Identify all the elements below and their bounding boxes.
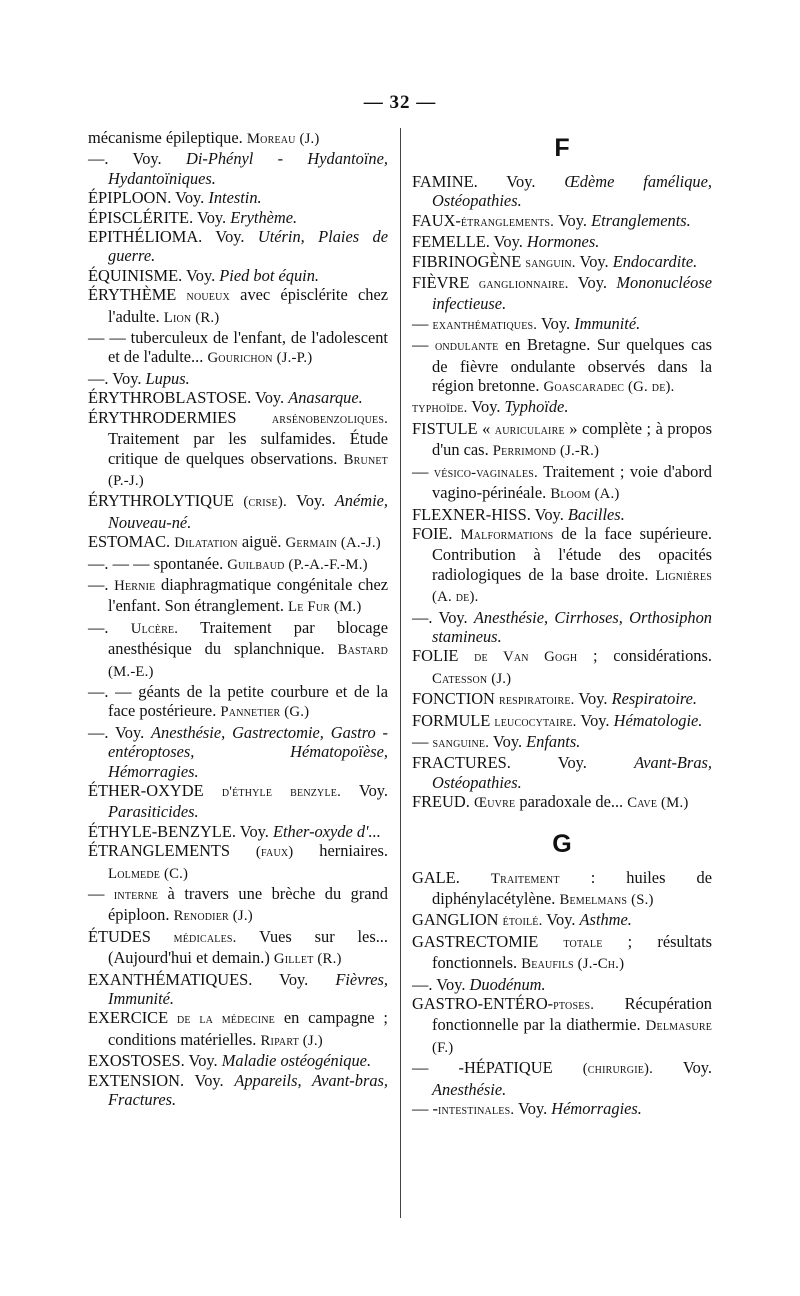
entry-text: — — tuberculeux de l'enfant, de l'adolescent et de l'adulte... xyxy=(88,328,388,367)
cross-reference: Typhoïde. xyxy=(504,397,569,417)
index-entry xyxy=(88,408,388,492)
entry-text: en campagne ; conditions matérielles. xyxy=(108,1008,388,1049)
index-entry xyxy=(88,149,388,188)
small-caps-text: Le Fur (M.) xyxy=(288,599,362,616)
index-entry xyxy=(88,1008,388,1051)
index-entry xyxy=(88,388,388,407)
entry-text: ÉRYTHRODERMIES xyxy=(88,407,272,427)
entry-text: Récupération fonctionnelle par la diathermie. xyxy=(432,994,712,1035)
small-caps-text: noueux xyxy=(186,288,230,305)
index-entry xyxy=(88,491,388,532)
cross-reference: Ether-oxyde d'... xyxy=(272,821,381,841)
entry-text: FOIE. xyxy=(412,523,461,543)
index-entry xyxy=(88,328,388,369)
index-entry xyxy=(88,927,388,970)
index-entry xyxy=(88,285,388,328)
index-entry xyxy=(412,711,712,732)
entry-text: FIÈVRE xyxy=(412,273,479,293)
small-caps-text: Lolmede (C.) xyxy=(108,865,189,882)
index-entry xyxy=(412,1058,712,1099)
cross-reference: Intestin. xyxy=(208,188,262,208)
cross-reference: Immunité. xyxy=(574,313,641,333)
small-caps-text: ondulante xyxy=(434,338,499,355)
cross-reference: Avant-Bras, Ostéopathies. xyxy=(432,753,712,792)
entry-text: » complète ; à propos d'un cas. xyxy=(432,418,712,460)
cross-reference: Hémorragies. xyxy=(551,1099,642,1119)
entry-text: EXOSTOSES. Voy. xyxy=(88,1051,222,1071)
entry-text: Voy. xyxy=(568,273,617,293)
right-column xyxy=(412,128,712,1120)
small-caps-text: Brunet (P.-J.) xyxy=(108,451,388,489)
index-entry xyxy=(412,419,712,462)
cross-reference: Maladie ostéogénique. xyxy=(221,1051,372,1071)
cross-reference: Utérin, Plaies de guerre. xyxy=(108,227,388,266)
index-entry xyxy=(412,753,712,792)
entry-text: — xyxy=(88,884,114,904)
cross-reference: Appareils, Avant-bras, Fractures. xyxy=(108,1070,388,1110)
index-entry xyxy=(412,868,712,911)
index-entry xyxy=(412,524,712,608)
small-caps-text: Traitement xyxy=(490,870,560,887)
small-caps-text: Gourichon (J.-P.) xyxy=(207,350,313,367)
cross-reference: Anasarque. xyxy=(288,388,363,408)
small-caps-text: Dilatation xyxy=(174,535,238,552)
entry-text: FONCTION xyxy=(412,689,499,709)
small-caps-text: Œuvre xyxy=(473,795,516,812)
entry-text: Voy. xyxy=(575,251,613,271)
small-caps-text: Malformations xyxy=(460,526,554,543)
index-entry xyxy=(412,994,712,1058)
small-caps-text: Goascaradec (G. de). xyxy=(543,379,675,396)
cross-reference: Erythème. xyxy=(230,207,298,227)
entry-text: Voy. xyxy=(537,313,575,333)
entry-text: — xyxy=(412,731,433,751)
entry-text: — - xyxy=(412,1099,438,1119)
left-column xyxy=(88,128,388,1110)
small-caps-text: Ripart (J.) xyxy=(260,1032,323,1049)
entry-text: ÉTHER-OXYDE xyxy=(88,781,222,800)
small-caps-text: typhoïde. xyxy=(412,400,468,417)
entry-text: Voy. xyxy=(340,781,388,800)
entry-text: en Bretagne. Sur quelques cas de fièvre ondulante observés dans la région bretonne. xyxy=(432,335,712,396)
small-caps-text: Gillet (R.) xyxy=(273,951,342,968)
entry-text: —. — géants de la petite courbure et de la face postérieure. xyxy=(88,681,388,721)
small-caps-text: Hernie xyxy=(114,577,156,594)
entry-text: —. Voy. xyxy=(412,607,474,627)
page-number: — 32 — xyxy=(363,92,437,113)
entry-text: GASTRO-ENTÉRO- xyxy=(412,994,554,1014)
small-caps-text: exanthématiques. xyxy=(432,316,538,333)
small-caps-text: (chirurgie). xyxy=(582,1061,654,1078)
cross-reference: Hormones. xyxy=(526,232,600,252)
entry-text: —. Voy. xyxy=(88,722,152,742)
entry-text: Voy. xyxy=(286,491,335,511)
small-caps-text: Catesson (J.) xyxy=(432,670,512,687)
small-caps-text: sanguin. xyxy=(525,254,576,271)
entry-text: paradoxale de... xyxy=(515,792,628,812)
index-entry xyxy=(412,1099,712,1120)
entry-text: —. Voy. xyxy=(412,974,470,994)
entry-text: FISTULE « xyxy=(412,418,495,438)
entry-text: ÉTUDES xyxy=(88,926,174,946)
cross-reference: Etranglements. xyxy=(591,210,691,230)
entry-text: — -HÉPATIQUE xyxy=(412,1058,583,1078)
index-entry xyxy=(88,554,388,575)
entry-text: Traitement par blocage anesthésique du splanchnique. xyxy=(108,617,388,659)
entry-text: herniaires. xyxy=(293,841,388,861)
entry-text: aiguë. xyxy=(237,532,286,552)
index-entry xyxy=(412,792,712,813)
small-caps-text: Perrimond (J.-R.) xyxy=(492,443,600,460)
index-entry xyxy=(88,723,388,781)
entry-text: FORMULE xyxy=(412,710,495,730)
index-entry xyxy=(88,128,388,149)
small-caps-text: médicales. xyxy=(173,929,237,946)
index-entry xyxy=(412,689,712,710)
entry-text: — xyxy=(412,335,435,355)
index-entry xyxy=(412,314,712,335)
index-entry xyxy=(412,608,712,647)
entry-text: ÉRYTHROLYTIQUE xyxy=(88,491,244,511)
entry-text: FRACTURES. Voy. xyxy=(412,753,635,773)
entry-text: : huiles de diphénylacétylène. xyxy=(432,867,712,908)
cross-reference: Parasiticides. xyxy=(108,802,199,822)
cross-reference: Anémie, Nouveau-né. xyxy=(108,491,388,532)
index-entry xyxy=(412,273,712,314)
small-caps-text: (faux) xyxy=(255,844,294,861)
entry-text: Vues sur les... (Aujourd'hui et demain.) xyxy=(108,926,388,968)
small-caps-text: interne xyxy=(113,887,159,904)
small-caps-text: Beaufils (J.-Ch.) xyxy=(521,956,625,973)
cross-reference: Enfants. xyxy=(526,731,581,751)
entry-text: ; considérations. xyxy=(577,646,712,666)
index-entry xyxy=(88,682,388,723)
cross-reference: Fièvres, Immunité. xyxy=(108,969,388,1009)
entry-text: —. xyxy=(88,574,115,594)
entry-text: ÉQUINISME. Voy. xyxy=(88,265,220,285)
section-letter-f: F xyxy=(554,134,570,162)
index-entry xyxy=(412,732,712,753)
entry-text: FREUD. xyxy=(412,792,474,812)
cross-reference: Lupus. xyxy=(145,368,190,388)
entry-text: GANGLION xyxy=(412,910,503,930)
entries-f xyxy=(412,172,712,814)
entry-text: GALE. xyxy=(412,867,491,887)
cross-reference: Di-Phényl - Hydantoïne, Hydantoïniques. xyxy=(108,149,388,188)
index-entry xyxy=(412,172,712,211)
entry-text: ESTOMAC. xyxy=(88,532,175,552)
index-entry xyxy=(412,397,712,418)
small-caps-text: arsénobenzoliques. xyxy=(271,410,388,427)
entry-text: ÉPIPLOON. Voy. xyxy=(88,188,209,208)
entry-text: Traitement par les sulfamides. Étude critique de quelques observations. xyxy=(108,429,388,468)
entry-text: —. Voy. xyxy=(88,368,146,388)
entry-text: à travers une brèche du grand épiploon. xyxy=(108,884,388,925)
index-entry xyxy=(412,975,712,994)
entry-text: Voy. xyxy=(542,910,580,930)
cross-reference: Hématologie. xyxy=(613,710,703,730)
entry-text: avec épisclérite chez l'adulte. xyxy=(108,285,389,326)
small-caps-text: étranglements. xyxy=(460,213,555,230)
index-entry xyxy=(412,910,712,931)
small-caps-text: Renodier (J.) xyxy=(173,908,253,925)
entry-text: Traitement ; voie d'abord vagino-périnéale. xyxy=(432,461,712,503)
index-entry xyxy=(412,462,712,505)
cross-reference: Bacilles. xyxy=(567,504,625,524)
entry-text: ÉRYTHROBLASTOSE. Voy. xyxy=(88,388,289,408)
entry-text: FIBRINOGÈNE xyxy=(412,251,526,271)
small-caps-text: Pannetier (G.) xyxy=(220,704,310,721)
index-entry xyxy=(88,369,388,388)
entry-text: ÉPISCLÉRITE. Voy. xyxy=(88,207,231,227)
entries-g xyxy=(412,868,712,1121)
small-caps-text: Bloom (A.) xyxy=(550,486,620,503)
small-caps-text: Cave (M.) xyxy=(627,795,689,812)
entry-text: mécanisme épileptique. xyxy=(88,128,247,147)
entry-text: EPITHÉLIOMA. Voy. xyxy=(88,227,258,247)
entry-text: Voy. xyxy=(576,710,614,730)
entry-text: — xyxy=(412,313,433,333)
small-caps-text: Bastard (M.-E.) xyxy=(108,642,388,680)
small-caps-text: vésico-vaginales. xyxy=(433,464,538,481)
small-caps-text: leucocytaire. xyxy=(494,713,577,730)
small-caps-text: ptoses. xyxy=(553,997,595,1014)
index-entry xyxy=(412,252,712,273)
column-divider xyxy=(400,128,401,1218)
index-entry xyxy=(412,646,712,689)
index-entry xyxy=(412,932,712,975)
small-caps-text: sanguine. xyxy=(432,734,490,751)
entry-text: de la face supérieure. Contribution à l'étude des opacités radiologiques de la base droite. xyxy=(432,523,712,584)
cross-reference: Anesthésie. xyxy=(432,1079,507,1099)
entry-text: —. Voy. xyxy=(88,149,186,169)
index-entry xyxy=(88,1071,388,1110)
index-entry xyxy=(88,970,388,1009)
index-entry xyxy=(412,505,712,524)
index-entry xyxy=(88,781,388,822)
entry-text: Voy. xyxy=(574,689,612,709)
index-entry xyxy=(88,532,388,553)
small-caps-text: Ulcère. xyxy=(130,620,179,637)
index-entry xyxy=(88,575,388,618)
index-entry xyxy=(412,232,712,251)
cross-reference: Duodénum. xyxy=(469,974,546,994)
cross-reference: Endocardite. xyxy=(612,251,698,271)
cross-reference: Anesthésie, Gastrectomie, Gastro - entéroptoses, Hématopoïèse, Hémorragies. xyxy=(108,722,388,781)
entry-text: EXERCICE xyxy=(88,1008,177,1028)
entry-text: FAUX- xyxy=(412,210,461,230)
entry-text: Voy. xyxy=(489,731,527,751)
small-caps-text: de Van Gogh xyxy=(474,649,578,666)
small-caps-text: Germain (A.-J.) xyxy=(285,535,381,552)
small-caps-text: Bemelmans (S.) xyxy=(559,892,654,908)
index-entry xyxy=(88,227,388,266)
small-caps-text: intestinales. xyxy=(437,1102,515,1119)
cross-reference: Anesthésie, Cirrhoses, Orthosiphon stamineus. xyxy=(432,607,712,646)
index-entry xyxy=(412,211,712,232)
entry-text: GASTRECTOMIE xyxy=(412,931,564,951)
small-caps-text: respiratoire. xyxy=(498,692,575,709)
entry-text: FEMELLE. Voy. xyxy=(412,232,527,252)
cross-reference: Pied bot équin. xyxy=(219,265,319,285)
entry-text: FOLIE xyxy=(412,646,475,666)
entry-text: EXANTHÉMATIQUES. Voy. xyxy=(88,969,336,989)
small-caps-text: d'éthyle benzyle. xyxy=(221,784,341,800)
index-entry xyxy=(88,884,388,927)
entry-text: FLEXNER-HISS. Voy. xyxy=(412,504,568,524)
entry-text: Voy. xyxy=(554,210,592,230)
entry-text: Voy. xyxy=(514,1099,552,1119)
index-entry xyxy=(88,1051,388,1070)
entry-text: diaphragmatique congénitale chez l'enfant. Son étranglement. xyxy=(108,574,389,616)
index-entry xyxy=(88,266,388,285)
index-entry xyxy=(88,841,388,884)
entry-text: — xyxy=(412,461,434,481)
entry-text: ÉRYTHÈME xyxy=(88,285,187,305)
small-caps-text: de la médecine xyxy=(176,1011,275,1028)
entry-text: —. xyxy=(88,617,131,637)
index-entry xyxy=(88,618,388,682)
entry-text: —. — — spontanée. xyxy=(88,553,228,573)
index-entry xyxy=(88,188,388,207)
entry-text: ; résultats fonctionnels. xyxy=(432,931,712,973)
small-caps-text: étoilé. xyxy=(502,913,543,930)
index-entry xyxy=(412,335,712,397)
entry-text: ÉTRANGLEMENTS xyxy=(88,841,256,861)
small-caps-text: Lignières (A. de). xyxy=(432,567,712,606)
entry-text: ÉTHYLE-BENZYLE. Voy. xyxy=(88,821,273,841)
cross-reference: Œdème famélique, Ostéopathies. xyxy=(432,172,712,211)
small-caps-text: auriculaire xyxy=(494,421,565,438)
entry-text: Voy. xyxy=(467,397,505,417)
cross-reference: Respiratoire. xyxy=(611,689,698,709)
index-entry xyxy=(88,822,388,841)
small-caps-text: Lion (R.) xyxy=(163,309,220,326)
small-caps-text: ganglionnaire. xyxy=(478,276,569,293)
section-letter-g: G xyxy=(552,829,572,858)
small-caps-text: totale xyxy=(563,934,603,951)
small-caps-text: Guilbaud (P.-A.-F.-M.) xyxy=(227,556,368,573)
small-caps-text: (crise). xyxy=(243,494,287,511)
small-caps-text: Delmasure (F.) xyxy=(432,1018,712,1056)
small-caps-text: Moreau (J.) xyxy=(246,131,320,147)
index-entry xyxy=(88,208,388,227)
entry-text: EXTENSION. Voy. xyxy=(88,1070,235,1090)
entry-text: Voy. xyxy=(653,1058,712,1078)
entry-text: FAMINE. Voy. xyxy=(412,172,565,191)
cross-reference: Mononucléose infectieuse. xyxy=(432,273,712,314)
cross-reference: Asthme. xyxy=(579,910,632,930)
